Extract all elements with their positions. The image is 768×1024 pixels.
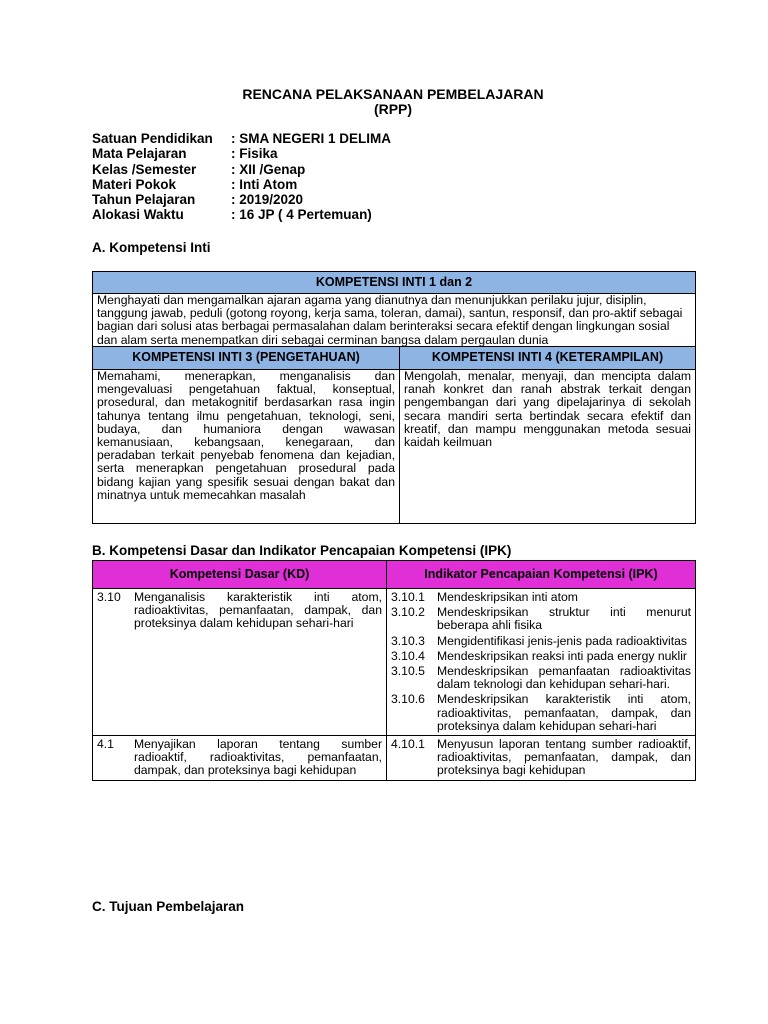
identity-value: : Fisika [231,146,278,162]
ki3-text: Memahami, menerapkan, menganalisis dan mengevaluasi pengetahuan faktual, konseptual, prosedural, dan metakognitif berdasarkan rasa ingin tahunya tentang ilmu pengetahuan, teknologi, seni, budaya, dan humaniora dengan wawasan kemanusiaan, kebangsaan, kenegaraan, dan peradaban terkait penyebab fenomena dan kejadian, serta menerapkan pengetahuan prosedural pada bidang kajian yang spesifik sesuai dengan bakat dan minatnya untuk memecahkan masalah [93,370,400,524]
identity-value: : 16 JP ( 4 Pertemuan) [231,207,372,223]
identity-label: Mata Pelajaran [92,146,187,162]
ki12-text: Menghayati dan mengamalkan ajaran agama yang dianutnya dan menunjukkan perilaku jujur, disiplin, tanggung jawab, peduli (gotong royong, kerja sama, toleran, damai), santun, responsif, dan pro-aktif sebagai bagian dari solusi atas berbagai permasalahan dalam berinteraksi secara efektif dengan lingkungan sosial dan alam serta menempatkan diri sebagai cerminan bangsa dalam pergaulan dunia [97,294,683,346]
ipk-number: 3.10.3 [391,633,425,648]
kd-number: 3.10 [97,590,121,604]
identity-value: : 2019/2020 [231,192,304,208]
ipk-item [391,650,691,663]
ipk-number: 3.10.5 [391,664,425,679]
table-row [93,736,696,781]
ipk-item [391,738,691,778]
section-c-heading: C. Tujuan Pembelajaran [92,899,245,914]
kd-ipk-table [92,560,696,781]
ki3-header: KOMPETENSI INTI 3 (PENGETAHUAN) [93,347,400,370]
ipk-number: 3.10.1 [391,590,425,604]
ki4-text: Mengolah, menalar, menyaji, dan mencipta dalam ranah konkret dan ranah abstrak terkait dengan pengembangan dari yang dipelajarinya di sekolah secara mandiri serta bertindak secara efektif dan kreatif, dan mampu menggunakan metoda sesuai kaidah keilmuan [400,370,696,524]
kd-text: Menyajikan laporan tentang sumber radioaktif, radioaktivitas, pemanfaatan, dampak, dan proteksinya bagi kehidupan [134,737,382,778]
ipk-item [391,665,691,691]
ipk-number: 3.10.6 [391,692,425,707]
kd-text: Menganalisis karakteristik inti atom, radioaktivitas, pemanfaatan, dampak, dan proteksinya dalam kehidupan sehari-hari [134,590,382,631]
ipk-cell [387,736,696,781]
identity-value: : XII /Genap [231,161,306,177]
ipk-text: Mendeskripsikan pemanfaatan radioaktivitas dalam teknologi dan kehidupan sehari-hari. [437,664,691,692]
ipk-item [391,591,691,604]
kd-item [97,591,382,631]
section-a-heading: A. Kompetensi Inti [92,240,211,255]
ipk-text: Mendeskripsikan reaksi inti pada energy nuklir [437,648,687,663]
ipk-item [391,635,691,648]
ipk-text: Menyusun laporan tentang sumber radioaktif, radioaktivitas, pemanfaatan, dampak, dan proteksinya bagi kehidupan [437,737,691,778]
identity-label: Materi Pokok [92,176,177,192]
identity-label: Alokasi Waktu [92,207,184,223]
identity-row [92,177,391,192]
table-row [93,589,696,736]
ipk-text: Mendeskripsikan inti atom [437,590,578,604]
identity-block [92,131,391,223]
kd-header: Kompetensi Dasar (KD) [93,561,387,589]
identity-row [92,207,391,222]
kd-item [97,738,382,778]
identity-row [92,146,391,161]
identity-value: : Inti Atom [231,176,298,192]
kd-cell [93,589,387,736]
identity-label: Kelas /Semester [92,161,197,177]
section-b-heading: B. Kompetensi Dasar dan Indikator Pencapaian Kompetensi (IPK) [92,543,512,558]
kompetensi-inti-table [92,271,696,524]
kd-number: 4.1 [97,737,114,752]
identity-row [92,162,391,177]
ipk-cell [387,589,696,736]
ki12-cell [93,294,696,347]
ki12-header: KOMPETENSI INTI 1 dan 2 [93,272,696,294]
ipk-number: 4.10.1 [391,737,425,752]
ipk-item [391,693,691,733]
kd-cell [93,736,387,781]
document-subtitle: (RPP) [373,101,413,117]
ipk-text: Mendeskripsikan karakteristik inti atom, radioaktivitas, pemanfaatan, dampak, dan proteksinya dalam kehidupan sehari-hari [437,692,691,733]
ipk-header: Indikator Pencapaian Kompetensi (IPK) [387,561,696,589]
identity-label: Satuan Pendidikan [92,131,213,146]
identity-label: Tahun Pelajaran [92,192,196,208]
document-title: RENCANA PELAKSANAAN PEMBELAJARAN [242,86,544,102]
identity-value: : SMA NEGERI 1 DELIMA [231,131,392,146]
identity-row [92,192,391,207]
ipk-text: Mendeskripsikan struktur inti menurut beberapa ahli fisika [437,605,691,633]
ipk-item [391,606,691,632]
ipk-number: 3.10.4 [391,648,425,663]
ipk-text: Mengidentifikasi jenis-jenis pada radioaktivitas [437,633,687,648]
identity-row [92,131,391,146]
ki4-header: KOMPETENSI INTI 4 (KETERAMPILAN) [400,347,696,370]
ipk-number: 3.10.2 [391,605,425,620]
